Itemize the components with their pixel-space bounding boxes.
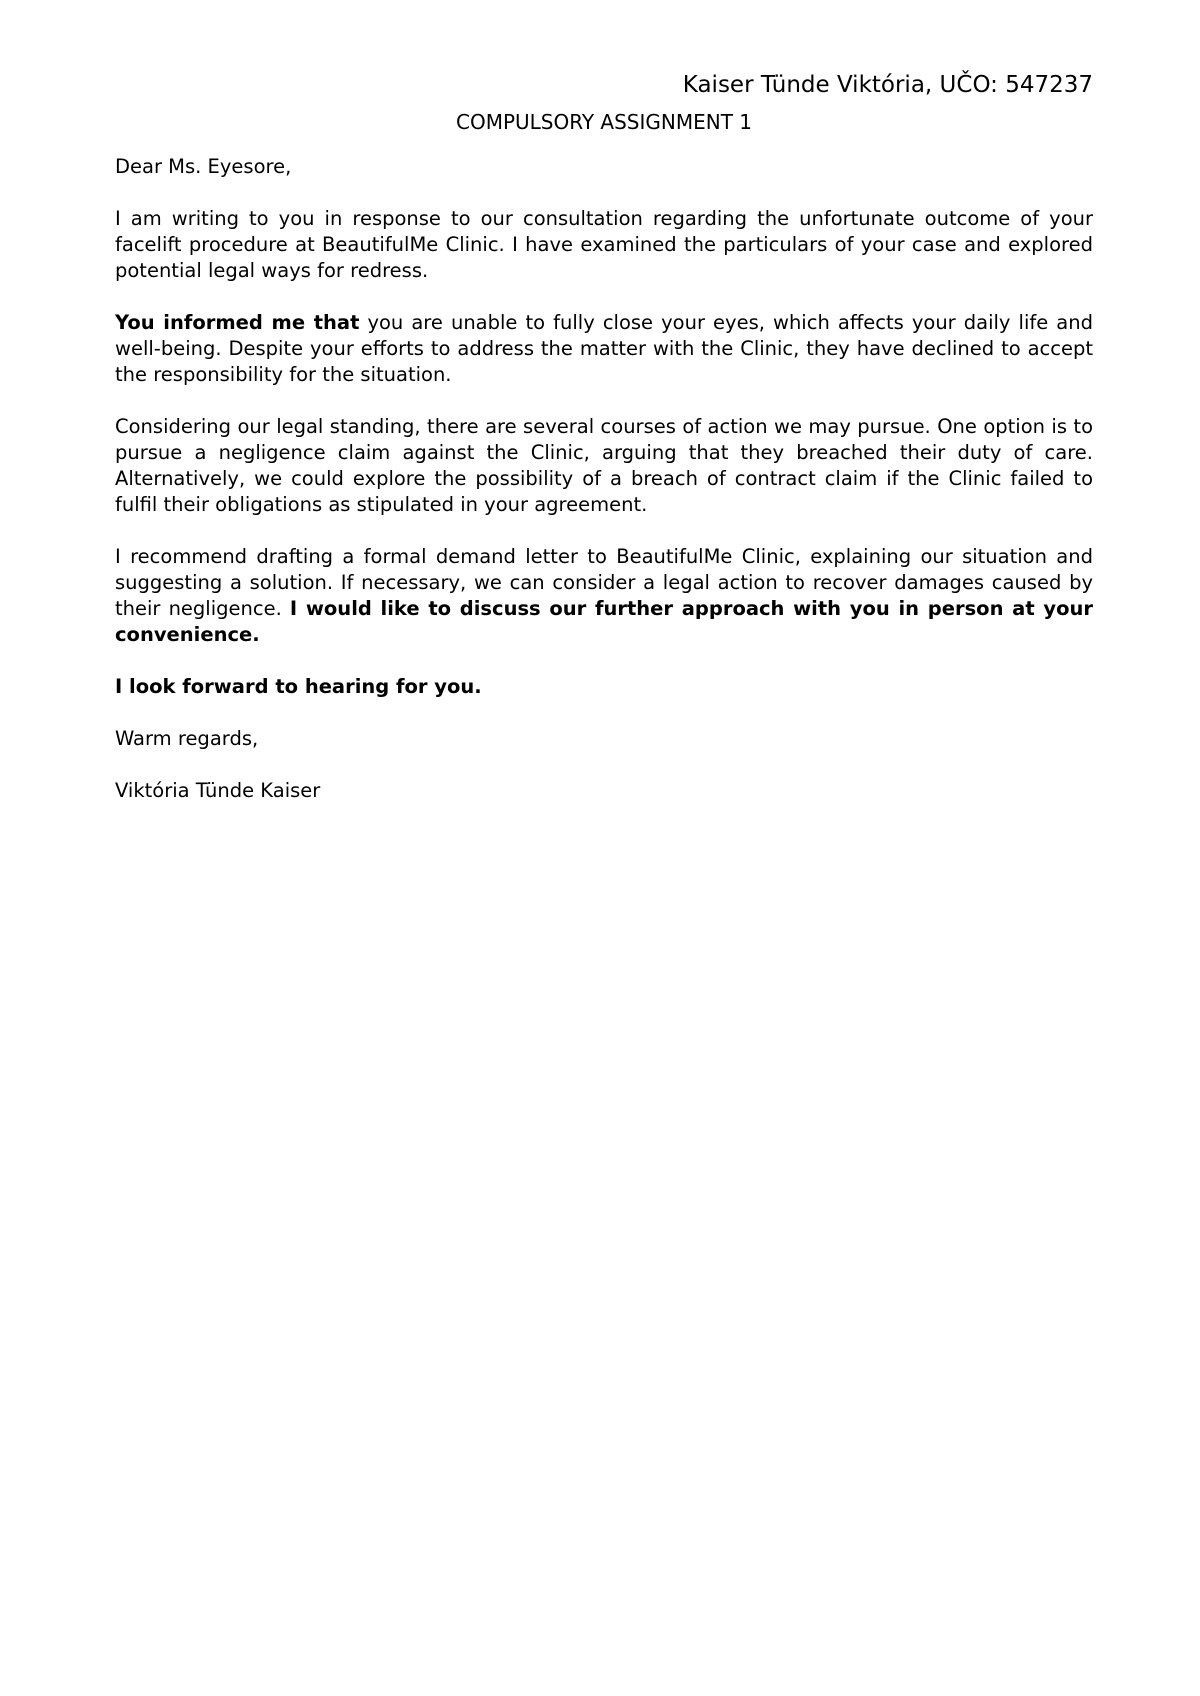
- paragraph-options: Considering our legal standing, there are several courses of action we may pursue. One option is to pursue a negligence claim against the Clinic, arguing that they breached their duty of care. Alternatively, we could explore the possibility of a breach of contract claim if the Clinic failed to fulfil their obligations as stipulated in your agreement.: [115, 415, 1093, 516]
- assignment-title: COMPULSORY ASSIGNMENT 1: [455, 110, 752, 134]
- paragraph-situation-text: you are unable to fully close your eyes, which affects your daily life and well-being. Despite your efforts to address the matter with the Clinic, they have declined to accept the responsibility for the situation.: [115, 311, 1093, 386]
- closing: Warm regards,: [115, 727, 259, 750]
- paragraph-intro: I am writing to you in response to our consultation regarding the unfortunate outcome of your facelift procedure at BeautifulMe Clinic. I have examined the particulars of your case and explored potential legal ways for redress.: [115, 207, 1093, 282]
- author-line: Kaiser Tünde Viktória, UČO: 547237: [682, 72, 1093, 98]
- paragraph-situation-bold: You informed me that: [115, 311, 360, 334]
- letter-body: [115, 66, 1093, 830]
- paragraph-situation: [115, 310, 1093, 388]
- paragraph-closing-remark: I look forward to hearing for you.: [115, 675, 482, 698]
- paragraph-recommendation-text: I recommend drafting a formal demand letter to BeautifulMe Clinic, explaining our situation and suggesting a solution. If necessary, we can consider a legal action to recover damages caused by their negligence.: [115, 545, 1093, 620]
- paragraph-recommendation: [115, 544, 1093, 648]
- signature: Viktória Tünde Kaiser: [115, 779, 321, 802]
- paragraph-recommendation-bold: I would like to discuss our further approach with you in person at your convenience.: [115, 597, 1093, 646]
- salutation: Dear Ms. Eyesore,: [115, 155, 292, 178]
